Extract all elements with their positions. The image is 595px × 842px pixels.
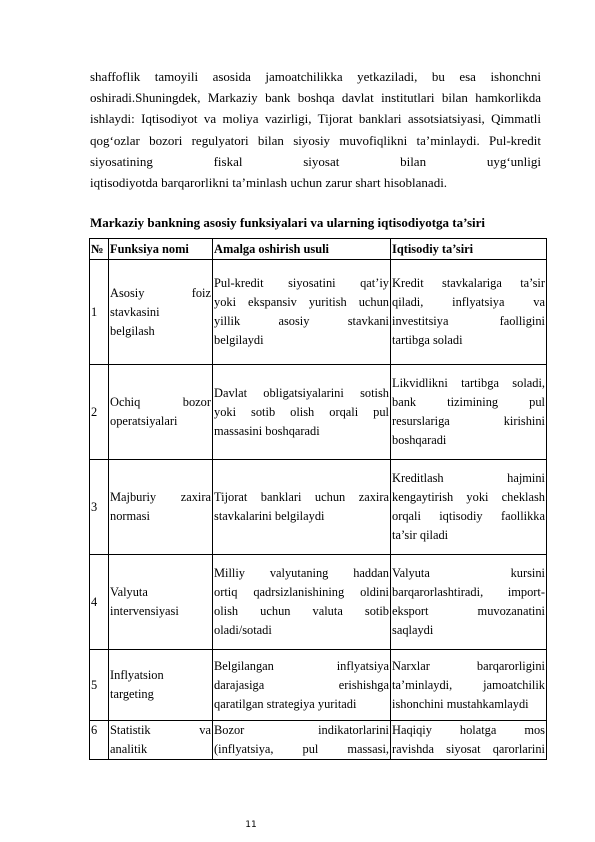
cell-line: Davlat obligatsiyalarini sotish [214, 385, 389, 400]
cell-line: Asosiy foiz [110, 285, 211, 300]
cell-line: belgilash [110, 323, 155, 338]
cell-line: darajasiga erishishga [214, 677, 389, 692]
method-cell [213, 650, 391, 721]
function-name-cell [109, 650, 213, 721]
cell-line: (inflyatsiya, pul massasi, [214, 742, 389, 756]
row-number: 1 [90, 260, 109, 365]
cell-line: operatsiyalari [110, 414, 178, 428]
cell-line: targeting [110, 687, 154, 701]
method-cell [213, 555, 391, 650]
cell-line: eksport muvozanatini [392, 604, 545, 618]
effect-cell [391, 365, 547, 460]
cell-line: Milliy valyutaning haddan [214, 566, 389, 580]
effect-cell [391, 650, 547, 721]
effect-cell [391, 460, 547, 555]
cell-line: Inflyatsion [110, 668, 164, 682]
row-number: 3 [90, 460, 109, 555]
cell-line: ta’sir qiladi [392, 528, 449, 542]
cell-line: intervensiyasi [110, 604, 179, 618]
row-number: 6 [90, 721, 109, 760]
table-row [90, 650, 547, 721]
cell-line: bank tizimining pul [392, 395, 545, 409]
paragraph-line: shaffoflik tamoyili asosida jamoatchilikka yetkaziladi, bu esa ishonchni [90, 69, 541, 84]
cell-line: tartibga soladi [392, 333, 463, 347]
cell-line: Statistik va [110, 723, 211, 737]
function-name-cell [109, 260, 213, 365]
cell-line: boshqaradi [392, 433, 447, 447]
cell-line: massasini boshqaradi [214, 423, 320, 438]
cell-line: Tijorat banklari uchun zaxira [214, 490, 389, 504]
paragraph-line: hamkorlikda ishlaydi: Iqtisodiyot va moliya vazirligi, Tijorat banklari [90, 90, 542, 127]
effect-cell [391, 721, 547, 760]
page-number: 11 [245, 820, 257, 830]
cell-line: analitik [110, 742, 148, 756]
cell-line: Haqiqiy holatga mos [392, 723, 545, 737]
table-header-row [90, 239, 547, 260]
cell-line: Pul-kredit siyosatini qat’iy [214, 276, 389, 290]
cell-line: kengaytirish yoki cheklash [392, 490, 545, 504]
cell-line: barqarorlashtiradi, import- [392, 585, 545, 599]
method-cell [213, 721, 391, 760]
header-effect: Iqtisodiy ta’siri [391, 239, 547, 260]
cell-line: ishonchini mustahkamlaydi [392, 696, 529, 711]
cell-line: resurslariga kirishini [392, 414, 545, 428]
cell-line: Kredit stavkalariga ta’sir [392, 276, 545, 290]
paragraph-last-line: iqtisodiyotda barqarorlikni ta’minlash uchun zarur shart hisoblanadi. [90, 175, 448, 191]
body-paragraph [90, 66, 541, 193]
cell-line: ravishda siyosat qarorlarini [392, 742, 545, 756]
effect-cell [391, 260, 547, 365]
paragraph-line: muvofiqlikni ta’minlaydi. Pul-kredit siyosatining fiskal siyosat bilan uyg‘unligi [90, 132, 542, 169]
cell-line: stavkasini [110, 304, 160, 319]
cell-line: olish uchun valuta sotib [214, 604, 389, 618]
row-number: 4 [90, 555, 109, 650]
cell-line: yillik asosiy stavkani [214, 314, 389, 328]
cell-line: normasi [110, 509, 150, 523]
row-number: 5 [90, 650, 109, 721]
cell-line: Bozor indikatorlarini [214, 723, 389, 737]
cell-line: Belgilangan inflyatsiya [214, 658, 389, 673]
cell-line: orqali iqtisodiy faollikka [392, 509, 545, 523]
cell-line: investitsiya faolligini [392, 314, 545, 328]
method-cell [213, 260, 391, 365]
cell-line: Valyuta [110, 585, 148, 599]
cell-line: yoki sotib olish orqali pul [214, 404, 389, 419]
cell-line: ta’minlaydi, jamoatchilik [392, 677, 545, 692]
cell-line: qiladi, inflyatsiya va [392, 295, 545, 309]
header-function-name: Funksiya nomi [109, 239, 213, 260]
method-cell [213, 365, 391, 460]
table-row [90, 365, 547, 460]
table-title: Markaziy bankning asosiy funksiyalari va ularning iqtisodiyotga ta’siri [90, 215, 486, 230]
cell-line: Ochiq bozor [110, 395, 211, 409]
row-number: 2 [90, 365, 109, 460]
table-row [90, 460, 547, 555]
header-method: Amalga oshirish usuli [213, 239, 391, 260]
cell-line: oladi/sotadi [214, 623, 272, 637]
functions-table [89, 238, 547, 760]
cell-line: Kreditlash hajmini [392, 471, 545, 485]
table-row [90, 555, 547, 650]
cell-line: Likvidlikni tartibga soladi, [392, 376, 545, 390]
cell-line: belgilaydi [214, 333, 264, 347]
effect-cell [391, 555, 547, 650]
cell-line: saqlaydi [392, 623, 434, 637]
function-name-cell [109, 365, 213, 460]
cell-line: Majburiy zaxira [110, 490, 211, 504]
cell-line: yoki ekspansiv yuritish uchun [214, 295, 389, 309]
cell-line: ortiq qadrsizlanishining oldini [214, 585, 389, 599]
cell-line: Narxlar barqarorligini [392, 658, 545, 673]
cell-line: qaratilgan strategiya yuritadi [214, 696, 357, 711]
paragraph-line: oshiradi.Shuningdek, Markaziy bank boshqa davlat institutlari bilan [90, 90, 468, 106]
cell-line: stavkalarini belgilaydi [214, 509, 325, 523]
function-name-cell [109, 460, 213, 555]
method-cell [213, 460, 391, 555]
function-name-cell [109, 721, 213, 760]
function-name-cell [109, 555, 213, 650]
header-number: № [90, 239, 109, 260]
paragraph-line: assotsiatsiyasi, Qimmatli qog‘ozlar bozori regulyatori bilan siyosiy [90, 111, 541, 148]
table-row [90, 721, 547, 760]
cell-line: Valyuta kursini [392, 566, 545, 580]
table-row [90, 260, 547, 365]
